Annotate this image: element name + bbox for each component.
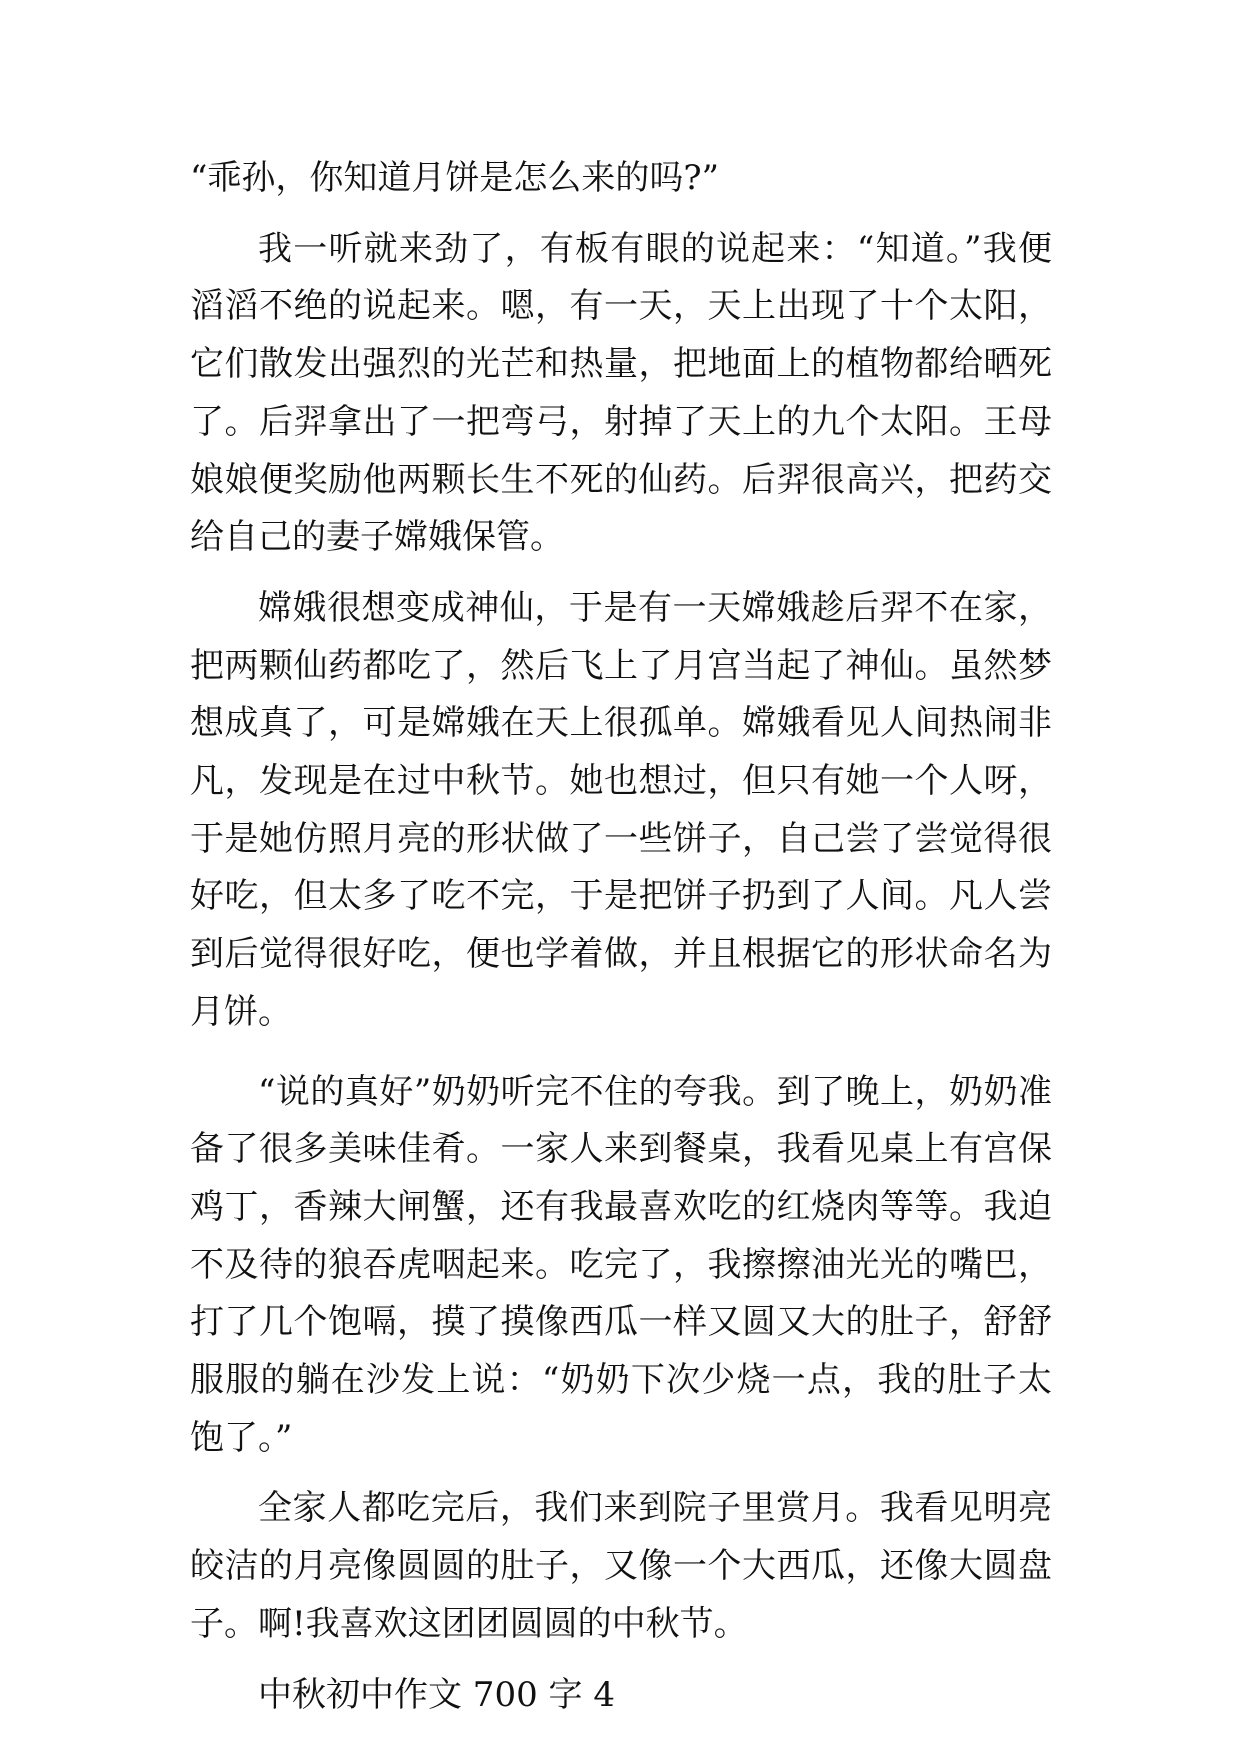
paragraph-5: 全家人都吃完后，我们来到院子里赏月。我看见明亮皎洁的月亮像圆圆的肚子，又像一个大西瓜，还像大圆盘子。啊!我喜欢这团团圆圆的中秋节。 [190,1488,1052,1644]
paragraph-3: 嫦娥很想变成神仙，于是有一天嫦娥趁后羿不在家，把两颗仙药都吃了，然后飞上了月宫当起了神仙。虽然梦想成真了，可是嫦娥在天上很孤单。嫦娥看见人间热闹非凡，发现是在过中秋节。她也想过，但只有她一个人呀，于是她仿照月亮的形状做了一些饼子，自己尝了尝觉得很好吃，但太多了吃不完，于是把饼子扔到了人间。凡人尝到后觉得很好吃，便也学着做，并且根据它的形状命名为月饼。 [190,587,1052,1032]
paragraph-4: “说的真好”奶奶听完不住的夸我。到了晚上，奶奶准备了很多美味佳肴。一家人来到餐桌，我看见桌上有宫保鸡丁，香辣大闸蟹，还有我最喜欢吃的红烧肉等等。我迫不及待的狼吞虎咽起来。吃完了，我擦擦油光光的嘴巴，打了几个饱嗝，摸了摸像西瓜一样又圆又大的肚子，舒舒服服的躺在沙发上说：“奶奶下次少烧一点，我的肚子太饱了。” [190,1071,1052,1458]
document-body [190,150,1052,1724]
section-heading: 中秋初中作文 700 字 4 [258,1674,615,1715]
paragraph-2: 我一听就来劲了，有板有眼的说起来：“知道。”我便滔滔不绝的说起来。嗯，有一天，天上出现了十个太阳，它们散发出强烈的光芒和热量，把地面上的植物都给晒死了。后羿拿出了一把弯弓，射掉了天上的九个太阳。王母娘娘便奖励他两颗长生不死的仙药。后羿很高兴，把药交给自己的妻子嫦娥保管。 [190,228,1052,558]
paragraph-1: “乖孙，你知道月饼是怎么来的吗?” [190,158,719,198]
